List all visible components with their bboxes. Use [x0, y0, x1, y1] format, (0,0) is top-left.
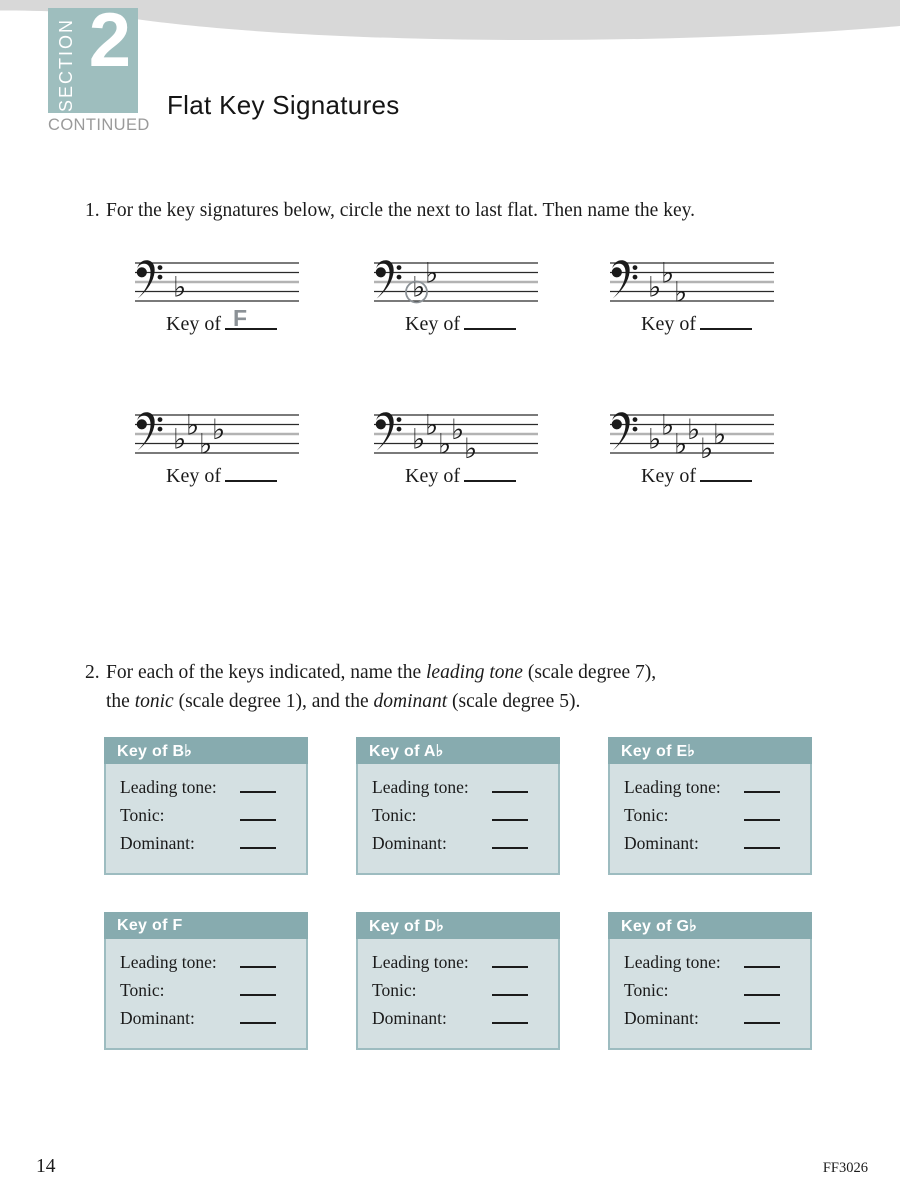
answer-blank — [744, 807, 780, 821]
key-of-label: Key of — [405, 313, 460, 335]
dominant-term: dominant — [373, 690, 448, 712]
key-of-line — [166, 465, 277, 488]
key-box-title: Key of E♭ — [608, 737, 812, 764]
row-label: Tonic: — [372, 805, 417, 825]
flat-sign: ♭ — [687, 413, 701, 446]
question-2-line-2 — [106, 688, 656, 717]
key-box — [104, 737, 308, 875]
question-1-text: For the key signatures below, circle the next to last flat. Then name the key. — [106, 200, 695, 221]
flat-sign: ♭ — [412, 422, 426, 456]
key-box-body — [106, 939, 306, 1027]
key-of-line — [405, 465, 516, 488]
bass-clef-icon — [137, 412, 163, 450]
catalog-code: FF3026 — [822, 1160, 868, 1176]
key-box-row — [358, 1010, 558, 1027]
answer-blank — [492, 779, 528, 793]
answer-blank — [492, 835, 528, 849]
bass-clef-icon — [376, 412, 402, 450]
row-label: Tonic: — [120, 805, 165, 825]
key-of-line — [641, 465, 752, 488]
answer-blank — [744, 779, 780, 793]
key-box-row — [610, 1010, 810, 1027]
answer-blank — [744, 982, 780, 996]
row-label: Leading tone: — [624, 952, 721, 972]
key-box-title: Key of A♭ — [356, 737, 560, 764]
key-box-row — [106, 779, 306, 796]
bass-staff-svg — [372, 405, 540, 467]
flat-sign: ♭ — [186, 408, 200, 442]
key-box-row — [610, 835, 810, 852]
bass-staff-svg — [608, 405, 776, 467]
section-continued-label: CONTINUED — [48, 116, 150, 134]
key-box-title: Key of F — [104, 912, 308, 939]
key-box-row — [358, 954, 558, 971]
key-box-row — [610, 807, 810, 824]
row-label: Leading tone: — [372, 952, 469, 972]
flat-sign: ♭ — [661, 408, 675, 442]
flat-sign: ♭ — [212, 413, 226, 446]
flat-sign: ♭ — [412, 270, 426, 304]
leading-tone-term: leading tone — [426, 662, 523, 683]
section-badge — [48, 0, 138, 113]
key-of-label: Key of — [641, 313, 696, 335]
answer-blank — [700, 466, 752, 482]
answer-blank — [492, 954, 528, 968]
bass-staff-svg — [608, 253, 776, 315]
flat-sign: ♭ — [173, 422, 187, 456]
answer-blank — [240, 954, 276, 968]
key-of-line — [641, 313, 752, 336]
answer-blank — [225, 466, 277, 482]
section-number: 2 — [88, 0, 131, 83]
key-box-body — [358, 939, 558, 1027]
key-of-label: Key of — [641, 465, 696, 487]
question-1 — [85, 197, 695, 226]
question-2-text: (scale degree 7), — [522, 662, 657, 683]
bass-clef-icon — [612, 412, 638, 450]
key-box-body — [610, 939, 810, 1027]
bass-clef-icon — [137, 260, 163, 298]
key-box — [356, 737, 560, 875]
flat-sign: ♭ — [199, 427, 213, 461]
answer-blank — [240, 807, 276, 821]
handwritten-answer: F — [233, 305, 248, 331]
question-2-line-1 — [85, 659, 656, 688]
section-label: SECTION — [56, 17, 76, 112]
question-2-text: For each of the keys indicated, name the — [106, 662, 427, 683]
key-box-row — [610, 954, 810, 971]
row-label: Tonic: — [624, 805, 669, 825]
flat-sign: ♭ — [661, 256, 675, 290]
bass-staff-svg — [372, 253, 540, 315]
question-2-text: (scale degree 1), and the — [173, 690, 374, 712]
row-label: Dominant: — [120, 833, 195, 853]
staff-cell — [372, 405, 552, 530]
flat-sign: ♭ — [700, 432, 714, 465]
key-box-row — [610, 982, 810, 999]
staff-cell — [608, 405, 788, 530]
key-box-row — [106, 954, 306, 971]
flat-sign: ♭ — [713, 417, 727, 451]
flat-sign: ♭ — [425, 408, 439, 442]
answer-blank — [240, 779, 276, 793]
key-box-row — [358, 807, 558, 824]
flat-sign: ♭ — [464, 432, 478, 465]
key-box — [356, 912, 560, 1050]
answer-blank — [492, 1010, 528, 1024]
flat-sign: ♭ — [425, 256, 439, 290]
row-label: Leading tone: — [372, 777, 469, 797]
row-label: Leading tone: — [120, 777, 217, 797]
key-box-row — [358, 779, 558, 796]
key-box-body — [358, 764, 558, 852]
key-of-label: Key of — [166, 465, 221, 487]
key-box-title: Key of D♭ — [356, 912, 560, 939]
flat-sign: ♭ — [438, 427, 452, 461]
bass-clef-icon — [612, 260, 638, 298]
flat-sign: ♭ — [173, 270, 187, 304]
key-of-label: Key of — [405, 465, 460, 487]
answer-blank — [744, 954, 780, 968]
key-box-body — [106, 764, 306, 852]
key-of-line — [166, 313, 277, 336]
answer-blank — [240, 835, 276, 849]
question-2-text: (scale degree 5). — [447, 690, 581, 712]
answer-blank — [744, 835, 780, 849]
answer-blank — [464, 466, 516, 482]
staff-cell — [133, 405, 313, 530]
row-label: Dominant: — [372, 833, 447, 853]
answer-blank — [492, 982, 528, 996]
staff-cell — [372, 253, 552, 378]
bass-staff-svg — [133, 253, 301, 315]
flat-sign: ♭ — [648, 270, 662, 304]
key-box-row — [106, 835, 306, 852]
key-of-line — [405, 313, 516, 336]
question-1-number: 1. — [85, 200, 100, 221]
page-title: Flat Key Signatures — [167, 90, 400, 120]
key-box-row — [106, 807, 306, 824]
page-number: 14 — [36, 1156, 56, 1177]
bass-staff-svg — [133, 405, 301, 467]
key-box-row — [358, 835, 558, 852]
row-label: Dominant: — [624, 833, 699, 853]
key-box-title: Key of G♭ — [608, 912, 812, 939]
answer-blank — [492, 807, 528, 821]
key-box-row — [106, 982, 306, 999]
row-label: Tonic: — [120, 980, 165, 1000]
key-box — [608, 737, 812, 875]
row-label: Leading tone: — [120, 952, 217, 972]
answer-blank — [240, 1010, 276, 1024]
key-box-row — [358, 982, 558, 999]
flat-sign: ♭ — [674, 275, 688, 309]
staff-cell — [133, 253, 313, 378]
flat-sign: ♭ — [674, 427, 688, 461]
row-label: Dominant: — [120, 1008, 195, 1028]
flat-sign: ♭ — [451, 413, 465, 446]
key-box-row — [106, 1010, 306, 1027]
staff-cell — [608, 253, 788, 378]
row-label: Tonic: — [624, 980, 669, 1000]
question-2-text: the — [106, 690, 135, 712]
question-2 — [85, 659, 656, 716]
row-label: Leading tone: — [624, 777, 721, 797]
key-box-title: Key of B♭ — [104, 737, 308, 764]
question-2-number: 2. — [85, 662, 100, 683]
bass-clef-icon — [376, 260, 402, 298]
answer-blank — [240, 982, 276, 996]
key-box-body — [610, 764, 810, 852]
key-of-label: Key of — [166, 313, 221, 335]
row-label: Tonic: — [372, 980, 417, 1000]
tonic-term: tonic — [134, 690, 174, 712]
key-box — [104, 912, 308, 1050]
key-box — [608, 912, 812, 1050]
answer-blank — [464, 314, 516, 330]
row-label: Dominant: — [372, 1008, 447, 1028]
row-label: Dominant: — [624, 1008, 699, 1028]
flat-sign: ♭ — [648, 422, 662, 456]
answer-blank — [700, 314, 752, 330]
answer-blank — [744, 1010, 780, 1024]
key-box-row — [610, 779, 810, 796]
